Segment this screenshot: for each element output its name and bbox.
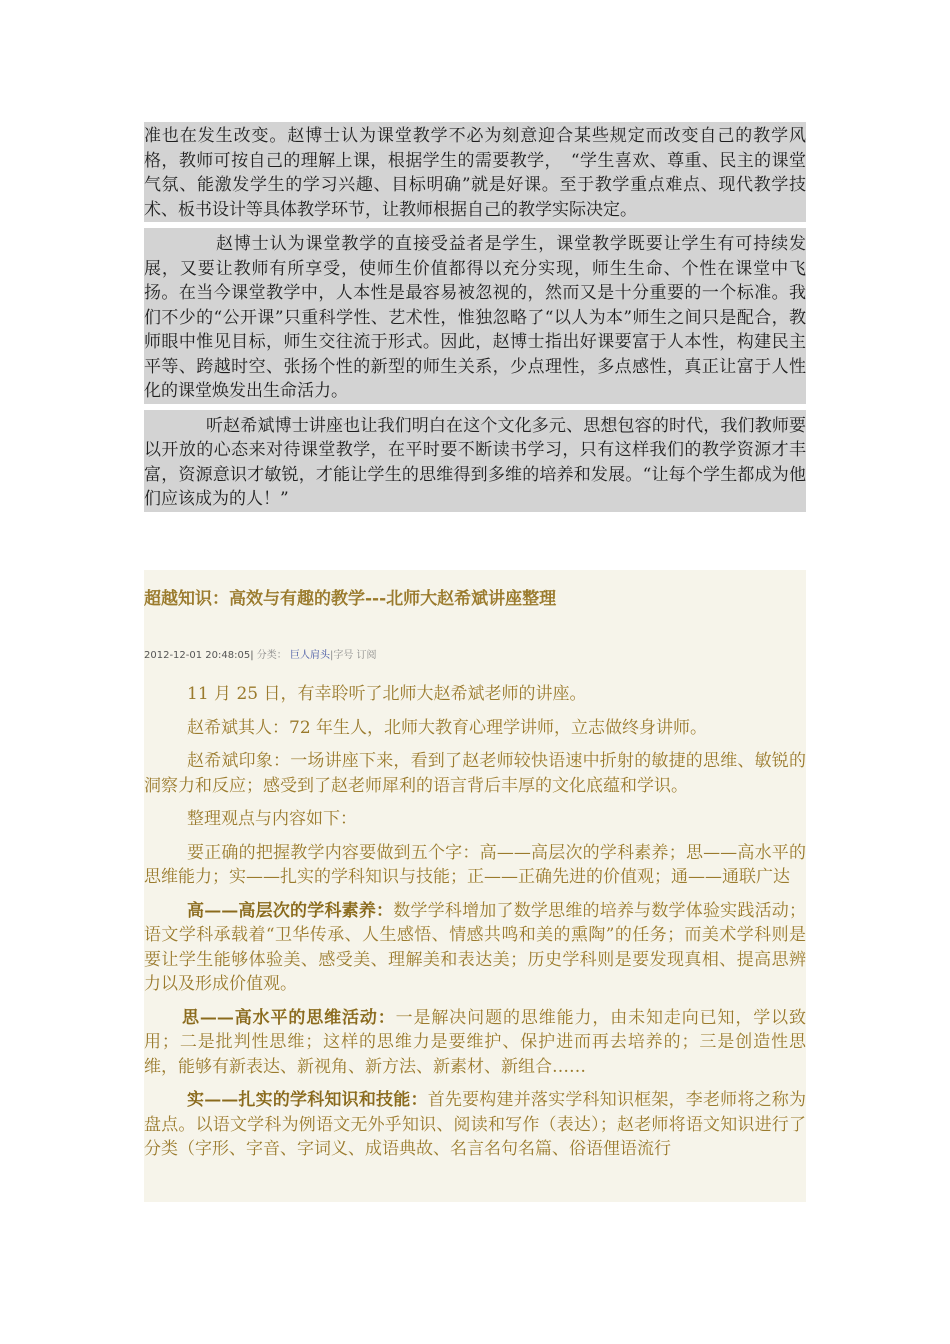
article-datetime: 2012-12-01 20:48:05| <box>144 650 254 661</box>
article-meta <box>144 646 377 661</box>
gao-section <box>144 899 806 997</box>
shi-heading: 实——扎实的学科知识和技能： <box>187 1090 428 1110</box>
body-paragraph: 赵希斌印象：一场讲座下来，看到了赵老师较快语速中折射的敏捷的思维、敏锐的洞察力和反应；感受到了赵老师犀利的语言背后丰厚的文化底蕴和学识。 <box>144 751 806 796</box>
gao-text: 数学学科增加了数学思维的培养与数学体验实践活动；语文学科承载着“卫华传承、人生感悟、情感共鸣和美的熏陶”的任务；而美术学科则是要让学生能够体验美、感受美、理解美和表达美；历史学科则是要发现真相、提高思辨力以及形成价值观。 <box>144 900 806 994</box>
blog-article-section <box>144 570 806 1202</box>
gray-paragraph-3: 听赵希斌博士讲座也让我们明白在这个文化多元、思想包容的时代，我们教师要以开放的心态来对待课堂教学，在平时要不断读书学习，只有这样我们的教学资源才丰富，资源意识才敏锐，才能让学生的思维得到多维的培养和发展。“让每个学生都成为他们应该成为的人！” <box>144 404 806 512</box>
font-size-subscribe-links[interactable]: |字号 订阅 <box>329 650 377 661</box>
body-paragraph: 整理观点与内容如下： <box>187 809 357 829</box>
shi-text: 首先要构建并落实学科知识框架，李老师将之称为盘点。以语文学科为例语文无外乎知识、阅读和写作（表达）；赵老师将语文知识进行了分类（字形、字音、字词义、成语典故、名言名句名篇、俗语俚语流行 <box>144 1090 806 1159</box>
gray-paragraph-1: 准也在发生改变。赵博士认为课堂教学不必为刻意迎合某些规定而改变自己的教学风格，教师可按自己的理解上课，根据学生的需要教学， “学生喜欢、尊重、民主的课堂气氛、能激发学生的学习兴趣、目标明确”就是好课。至于教学重点难点、现代教学技术、板书设计等具体教学环节，让教师根据自己的教学实际决定。 <box>144 126 806 220</box>
article-title[interactable]: 超越知识：高效与有趣的教学---北师大赵希斌讲座整理 <box>144 589 557 609</box>
shi-section <box>144 1088 806 1162</box>
body-paragraph: 要正确的把握教学内容要做到五个字：高——高层次的学科素养；思——高水平的思维能力；实——扎实的学科知识与技能；正——正确先进的价值观；通——通联广达 <box>144 842 806 887</box>
gao-heading: 高——高层次的学科素养： <box>187 900 394 921</box>
si-heading: 思——高水平的思维活动： <box>182 1007 396 1028</box>
category-link[interactable]: 巨人肩头 <box>289 650 330 661</box>
body-paragraph: 11 月 25 日，有幸聆听了北师大赵希斌老师的讲座。 <box>187 684 587 704</box>
gray-paragraph-2: 赵博士认为课堂教学的直接受益者是学生，课堂教学既要让学生有可持续发展，又要让教师有所享受，使师生价值都得以充分实现，师生生命、个性在课堂中飞扬。在当今课堂教学中，人本性是最容易被忽视的，然而又是十分重要的一个标准。我们不少的“公开课”只重科学性、艺术性，惟独忽略了“以人为本”师生之间只是配合，教师眼中惟见目标，师生交往流于形式。因此，赵博士指出好课要富于人本性，构建民主平等、跨越时空、张扬个性的新型的师生关系，少点理性，多点感性，真正让富于人性化的课堂焕发出生命活力。 <box>144 222 806 404</box>
si-text: 一是解决问题的思维能力，由未知走向已知，学以致用；二是批判性思维；这样的思维力是要维护、保护进而再去培养的；三是创造性思维，能够有新表达、新视角、新方法、新素材、新组合…… <box>144 1007 806 1077</box>
category-label: 分类： <box>256 650 287 661</box>
body-paragraph: 赵希斌其人：72 年生人，北师大教育心理学讲师，立志做终身讲师。 <box>187 717 708 738</box>
gray-excerpt-section <box>144 122 806 512</box>
article-body <box>144 682 806 1171</box>
si-section <box>144 1006 806 1080</box>
